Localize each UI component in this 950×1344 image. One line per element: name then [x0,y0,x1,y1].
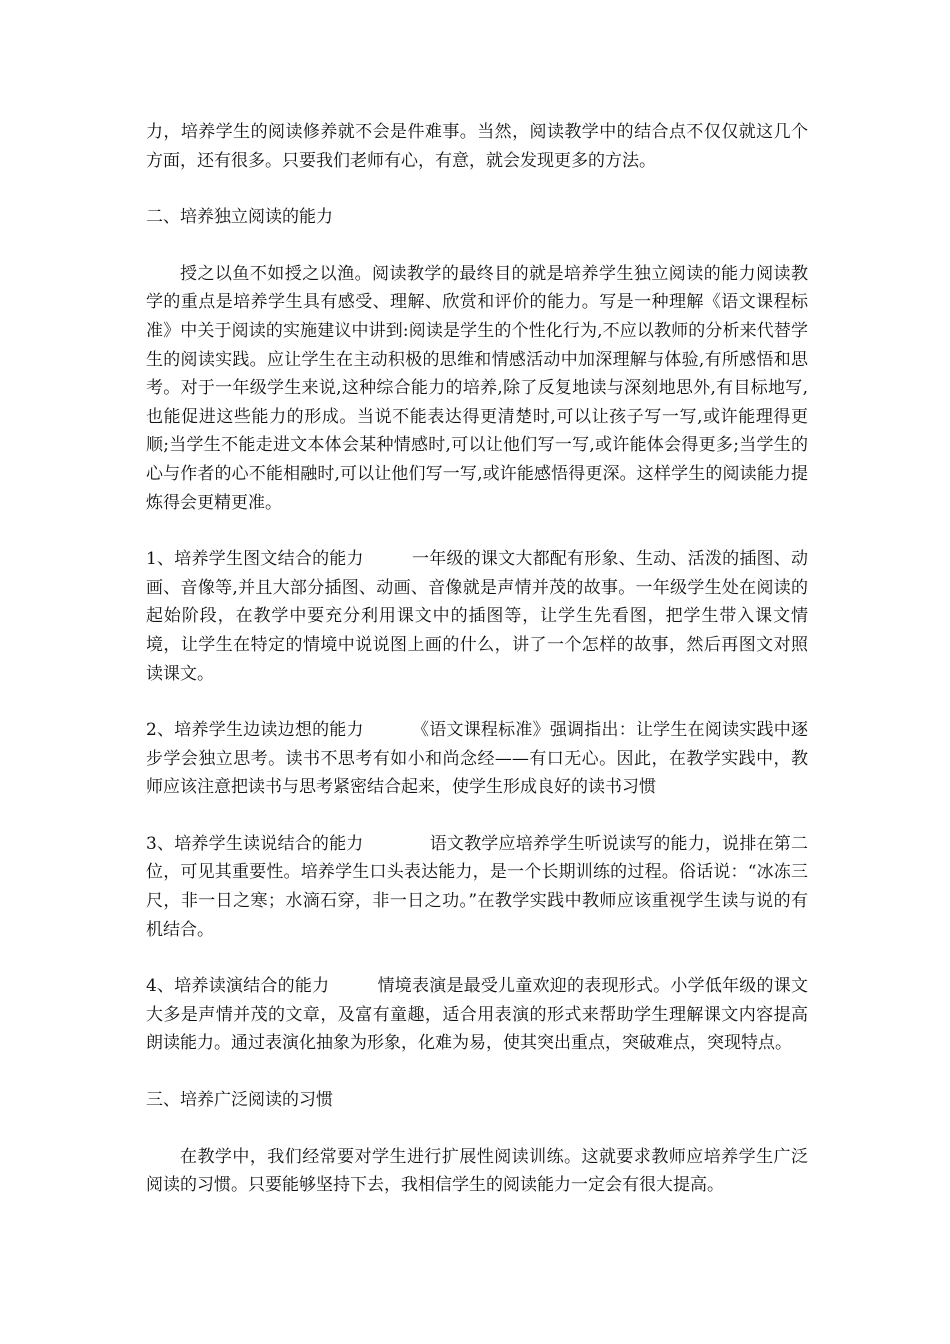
item-3-text: 语文教学应培养学生听说读写的能力，说排在第二位，可见其重要性。培养学生口头表达能力，是一个长期训练的过程。俗话说：“冰冻三尺，非一日之寒；水滴石穿，非一日之功。”在教学实践中教师应该重视学生读与说的有机结合。 [146,833,808,940]
item-2-title: 2、培养学生边读边想的能力 [146,720,364,741]
section-2-paragraph: 授之以鱼不如授之以渔。阅读教学的最终目的就是培养学生独立阅读的能力阅读教学的重点是培养学生具有感受、理解、欣赏和评价的能力。写是一种理解《语文课程标准》中关于阅读的实施建议中讲到:阅读是学生的个性化行为,不应以教师的分析来代替学生的阅读实践。应让学生在主动积极的思维和情感活动中加深理解与体验,有所感悟和思考。对于一年级学生来说,这种综合能力的培养,除了反复地读与深刻地思外,有目标地写,也能促进这些能力的形成。当说不能表达得更清楚时,可以让孩子写一写,或许能理得更顺;当学生不能走进文本体会某种情感时,可以让他们写一写,或许能体会得更多;当学生的心与作者的心不能相融时,可以让他们写一写,或许能感悟得更深。这样学生的阅读能力提炼得会更精更准。 [146,263,808,513]
item-2-paragraph [146,716,808,802]
section-2-heading: 二、培养独立阅读的能力 [146,207,333,228]
document-page [146,118,808,1200]
item-2-text: 《语文课程标准》强调指出：让学生在阅读实践中逐步学会独立思考。读书不思考有如小和尚念经——有口无心。因此，在教学实践中，教师应该注意把读书与思考紧密结合起来，使学生形成良好的读书习惯 [146,720,809,798]
item-4-paragraph [146,972,808,1058]
item-4-text: 情境表演是最受儿童欢迎的表现形式。小学低年级的课文大多是声情并茂的文章，及富有童趣，适合用表演的形式来帮助学生理解课文内容提高朗读能力。通过表演化抽象为形象，化难为易，使其突出重点，突破难点，突现特点。 [146,976,808,1054]
item-1-paragraph [146,545,808,688]
item-3-paragraph [146,830,808,944]
item-1-text: 一年级的课文大都配有形象、生动、活泼的插图、动画、音像等,并且大部分插图、动画、音像就是声情并茂的故事。一年级学生处在阅读的起始阶段，在教学中要充分利用课文中的插图等，让学生先看图，把学生带入课文情境，让学生在特定的情境中说说图上画的什么，讲了一个怎样的故事，然后再图文对照读课文。 [146,549,809,684]
item-3-title: 3、培养学生读说结合的能力 [146,833,364,854]
section-3-paragraph: 在教学中，我们经常要对学生进行扩展性阅读训练。这就要求教师应培养学生广泛阅读的习惯。只要能够坚持下去，我相信学生的阅读能力一定会有很大提高。 [146,1146,808,1196]
intro-paragraph: 力，培养学生的阅读修养就不会是件难事。当然，阅读教学中的结合点不仅仅就这几个方面，还有很多。只要我们老师有心，有意，就会发现更多的方法。 [146,122,808,171]
item-1-title: 1、培养学生图文结合的能力 [146,549,364,570]
item-4-title: 4、培养读演结合的能力 [146,976,330,997]
section-3-heading: 三、培养广泛阅读的习惯 [146,1090,333,1111]
